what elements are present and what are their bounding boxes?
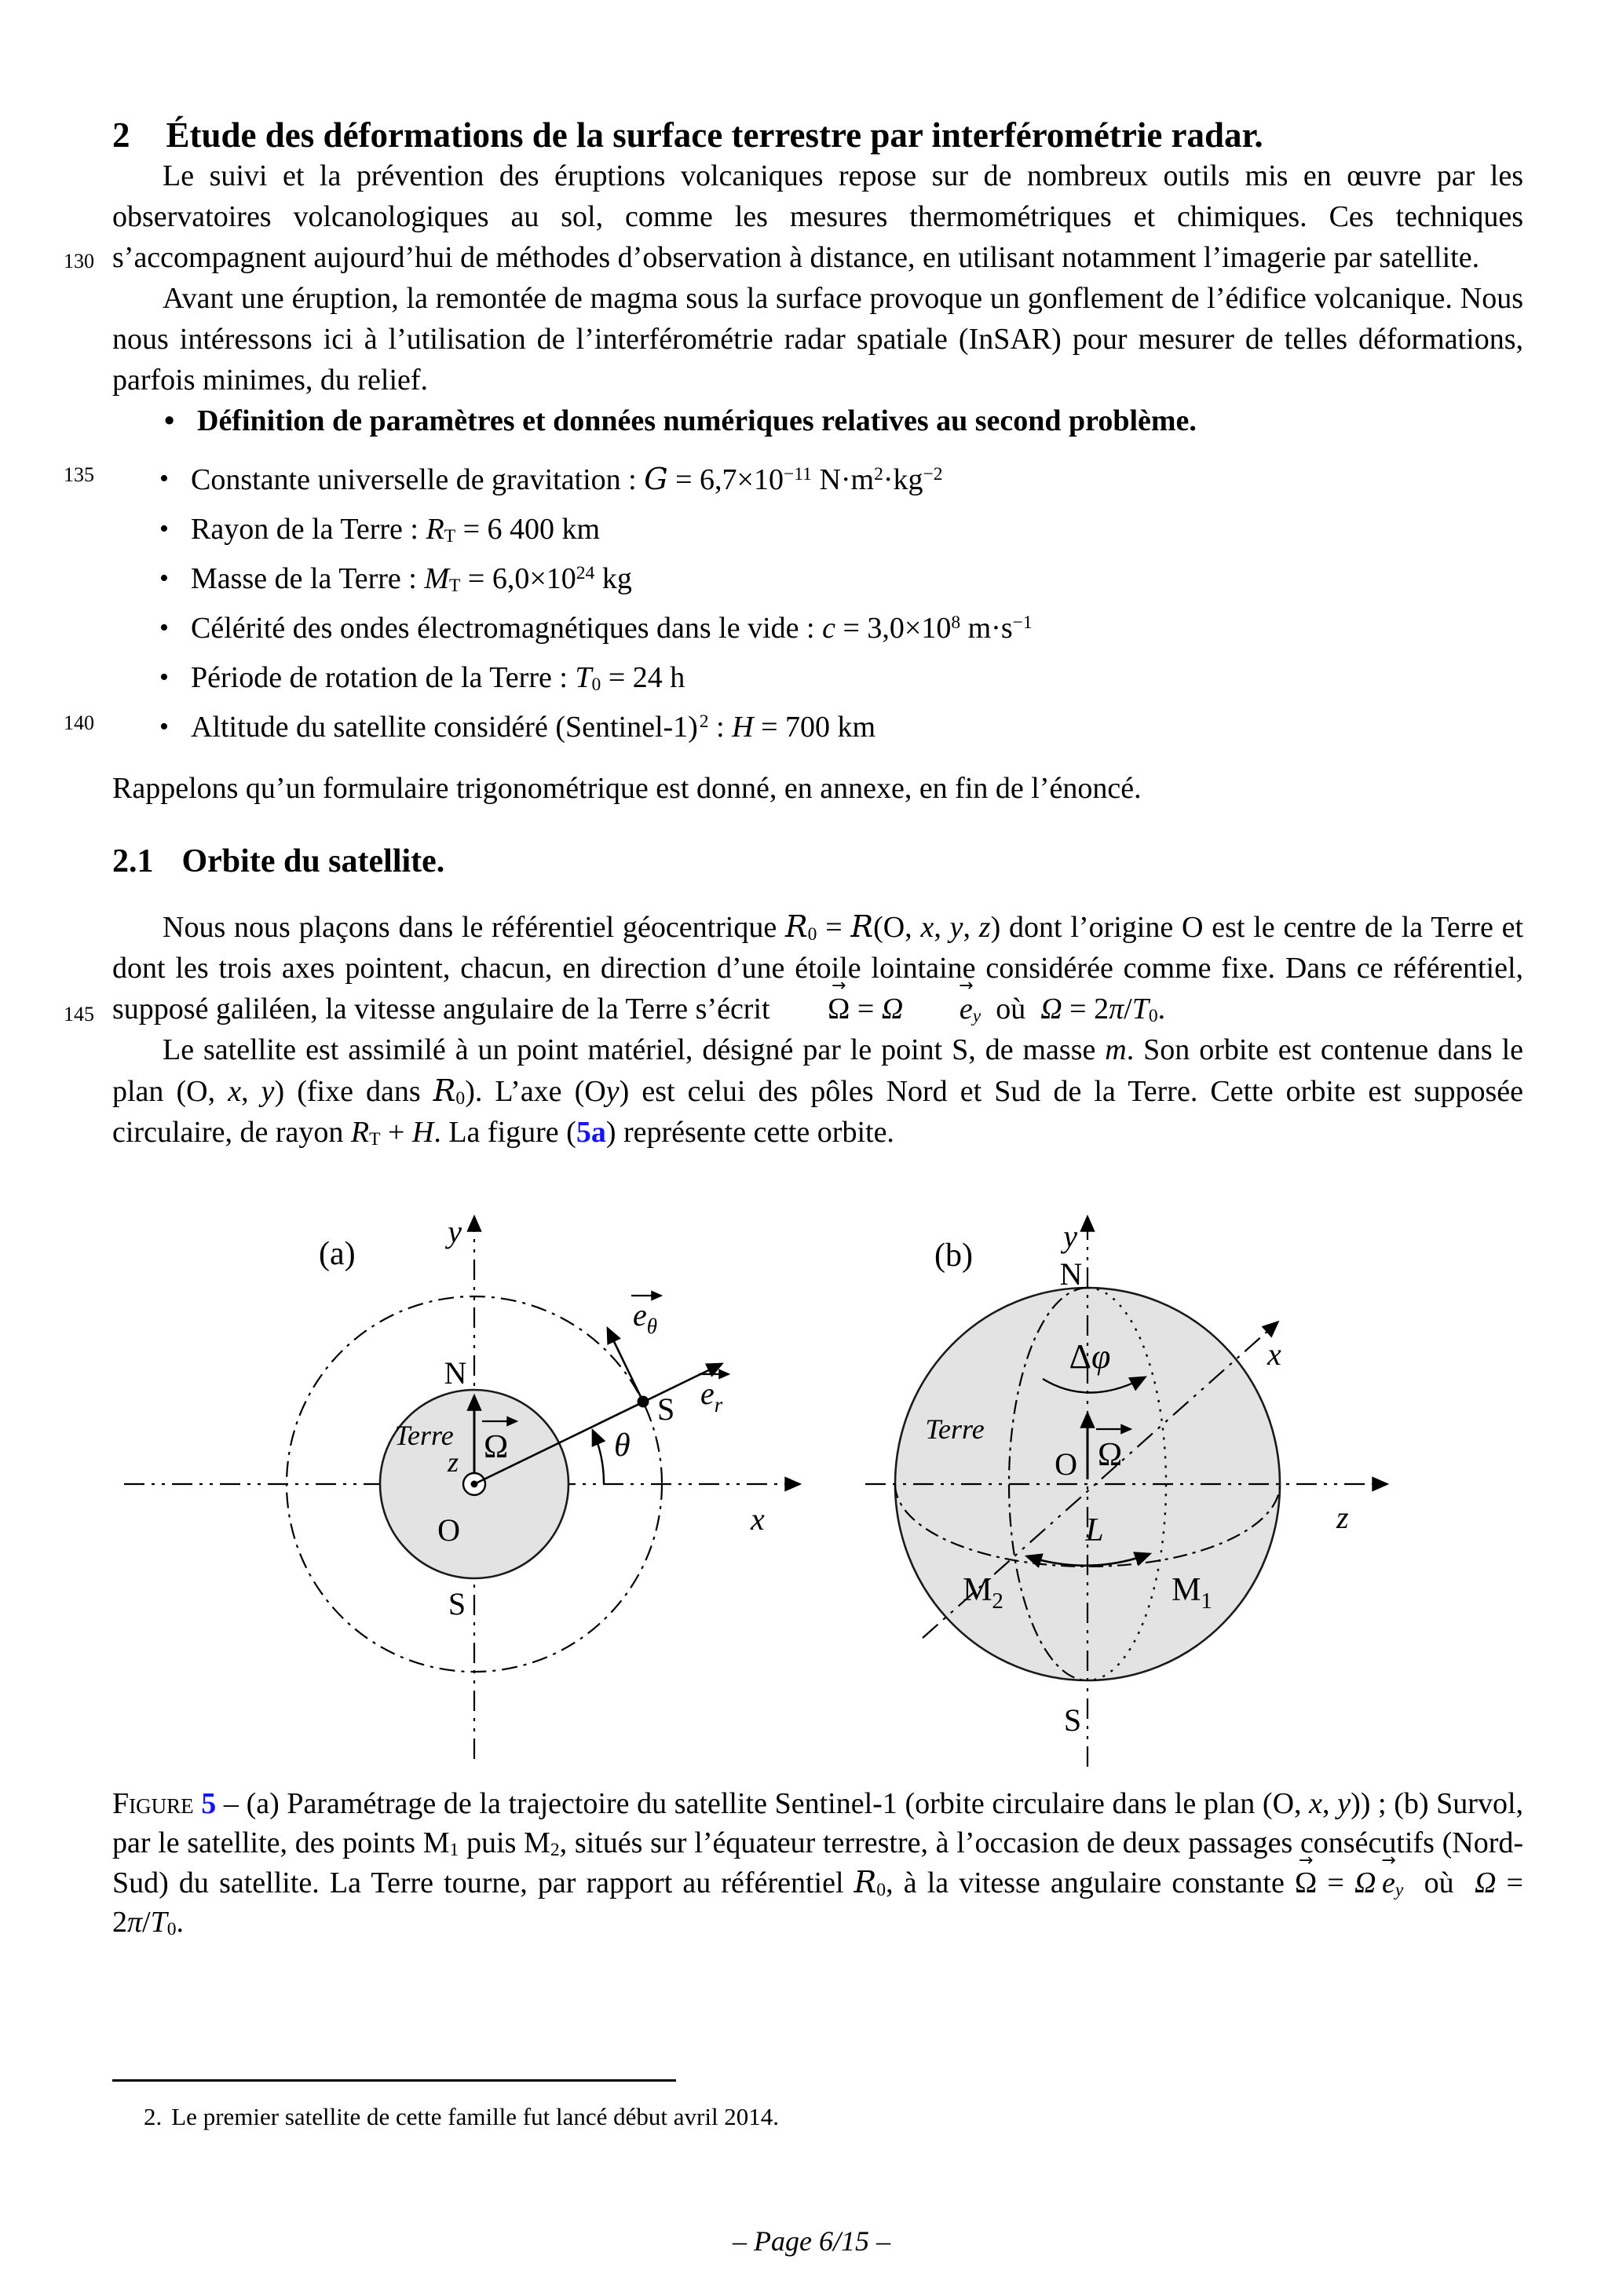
theta-angle-arc (593, 1431, 604, 1484)
subsection-heading (112, 843, 1523, 879)
fig-a-theta-label: θ (614, 1427, 631, 1464)
footnote-rule (112, 2079, 676, 2082)
figure-5 (112, 1186, 1523, 1773)
figure-caption (112, 1784, 1523, 1942)
footnote-text: Le premier satellite de cette famille fut lancé début avril 2014. (171, 2103, 780, 2130)
fig-b-z-axis-label: z (1336, 1499, 1349, 1535)
subsection-number: 2.1 (112, 843, 154, 879)
paragraph-wrapper (64, 906, 1524, 1029)
fig-b-delta-phi-label: Δφ (1069, 1336, 1111, 1376)
e-theta-arrow (608, 1329, 643, 1402)
fig-a-omega-label: Ω (484, 1428, 509, 1465)
fig-b-L-label: L (1085, 1512, 1104, 1548)
fig-a-y-axis-label: y (448, 1213, 462, 1249)
fig-b-south-label: S (1063, 1702, 1082, 1738)
margin-line-number: • 135 (64, 462, 94, 486)
footnote-marker: 2. (144, 2103, 163, 2130)
section-heading (112, 116, 1523, 155)
page-footer: – Page 6/15 – (733, 2225, 890, 2257)
paragraph: Rappelons qu’un formulaire trigonométrique est donné, en annexe, en fin de l’énoncé. (112, 771, 1142, 805)
fig-b-m2-label: $M_2$ (963, 1571, 1003, 1614)
constants-list (64, 460, 1523, 746)
list-item: • Rayon de la Terre : $R_T = 6$ 400 km (112, 510, 1523, 548)
figure-number-link[interactable]: 5 (201, 1786, 217, 1820)
fig-a-x-axis-label: x (751, 1501, 765, 1537)
section-title: Étude des déformations de la surface terrestre par interférométrie radar. (166, 115, 1263, 155)
paragraph: Nous nous plaçons dans le référentiel géocentrique $R_0 = R(O$, x, y, z) dont l’origine O est le centre de la Terre et dont les trois axes pointent, chacun, en direction d’une étoile lointaine considérée comme fixe. Dans ce référentiel, supposé galiléen, la vitesse angulaire de la Terre s’écrit Ω → = Ω $e \to_y$ où $\Omega = 2\pi/T_0$. (112, 906, 1523, 1029)
fig-b-terre-label: Terre (925, 1413, 985, 1445)
fig-a-north-label: N (444, 1355, 467, 1391)
paragraph: Avant une éruption, la remontée de magma sous la surface provoque un gonflement de l’édifice volcanique. Nous nous intéressons ici à l’utilisation de l’interférométrie radar spatiale (InSAR) pour mesurer de telles déformations, parfois minimes, du relief. (112, 281, 1523, 397)
margin-line-number: 145 (64, 1002, 94, 1026)
list-item: • 135 Constante universelle de gravitation : $G = 6,7\times 10^{-11}$ $N\cdot m^2\cdot kg^{-2}$ (112, 460, 1523, 499)
subsection-title: Orbite du satellite. (181, 843, 445, 879)
footnote (112, 2101, 1523, 2133)
list-item: • Célérité des ondes électromagnétiques dans le vide : $c = 3,0\times 10^8$ $m\cdot s^{-1}$ (112, 609, 1523, 647)
figure-5b-globe-diagram (848, 1186, 1413, 1773)
paragraph: Le suivi et la prévention des éruptions volcaniques repose sur de nombreux outils mis en œuvre par les observatoires volcanologiques au sol, comme les mesures thermométriques et chimiques. Ces techniques s’accompagnent aujourd’hui de méthodes d’observation à distance, en utilisant notamment l’imagerie par satellite. (112, 159, 1523, 274)
fig-b-m1-label: $M_1$ (1172, 1571, 1212, 1614)
fig-b-y-axis-label: y (1063, 1218, 1077, 1254)
fig-a-etheta-label: $e_\theta$ (633, 1296, 658, 1338)
fig-a-origin-label: O (437, 1512, 460, 1548)
fig-a-satellite-label: S (657, 1391, 675, 1427)
figure-caption-text: – (a) Paramétrage de la trajectoire du satellite Sentinel-1 (orbite circulaire dans le plan (O, x, y)) ; (b) Survol, par le satellite, des points $M_1$ puis $M_2$, situés sur l’équateur terrestre, à l’occasion de deux passages consécutifs (Nord-Sud) du satellite. La Terre tourne, par rapport au référentiel $R_0$, à la vitesse angulaire constante Ω → = Ω $e \to_y$ où $\Omega = 2\pi/T_0$. (112, 1787, 1523, 1939)
paragraph: Le satellite est assimilé à un point matériel, désigné par le point S, de masse m. Son orbite est contenue dans le plan (O, x, y) (fixe dans $R_0$). L’axe (Oy) est celui des pôles Nord et Sud de la Terre. Cette orbite est supposée circulaire, de rayon $R_T + H$. La figure (5a) représente cette orbite. (112, 1033, 1523, 1150)
bullet-heading: • Définition de paramètres et données numériques relatives au second problème. (112, 400, 1523, 441)
fig-b-origin-label: O (1055, 1446, 1077, 1482)
list-item: • 140 Altitude du satellite considéré (Sentinel-1) $^2$ : H = 700 km (112, 708, 1523, 746)
section-number: 2 (112, 115, 130, 155)
margin-line-number: • 140 (64, 711, 94, 734)
fig-a-tag: (a) (319, 1235, 356, 1272)
fig-a-south-label: S (448, 1585, 466, 1621)
fig-a-er-label: $e_r$ (700, 1375, 723, 1417)
text-column (64, 0, 1524, 1942)
margin-line-number: 130 (64, 249, 94, 272)
fig-b-north-label: N (1059, 1256, 1083, 1292)
fig-b-x-axis-label: x (1267, 1336, 1281, 1372)
fig-b-omega-label: Ω (1098, 1436, 1123, 1473)
fig-b-tag: (b) (934, 1237, 973, 1274)
figure-caption-name: Figure (112, 1786, 194, 1820)
paragraph-wrapper (64, 155, 1523, 278)
figure-5a-orbit-diagram (110, 1186, 817, 1773)
list-item: • Masse de la Terre : $M_T = 6,0\times 10^{24}$ kg (112, 560, 1523, 598)
list-item: • Période de rotation de la Terre : $T_0 = 24$ h (112, 659, 1523, 696)
fig-a-terre-label: Terre (394, 1419, 454, 1451)
fig-a-z-label: z (447, 1446, 459, 1478)
